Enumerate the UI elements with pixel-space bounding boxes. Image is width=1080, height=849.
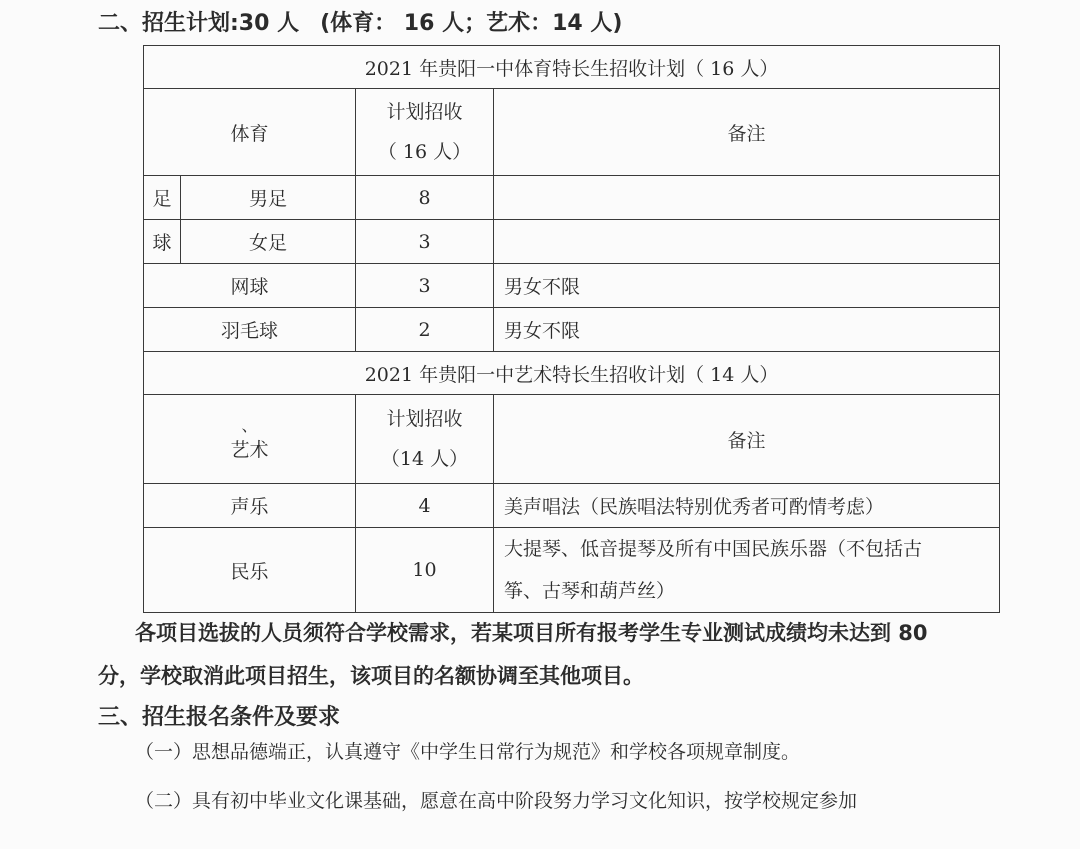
row-name: 男足 bbox=[181, 176, 356, 220]
table-row bbox=[144, 220, 1000, 264]
row-count: 8 bbox=[356, 176, 494, 220]
arts-title-row bbox=[144, 352, 1000, 395]
row-name: 网球 bbox=[144, 264, 356, 308]
row-name: 声乐 bbox=[144, 484, 356, 528]
enrollment-plan-table bbox=[143, 45, 1000, 613]
table-row bbox=[144, 308, 1000, 352]
row-count: 3 bbox=[356, 264, 494, 308]
sports-table-title: 2021 年贵阳一中体育特长生招收计划（ 16 人） bbox=[144, 46, 1000, 89]
section-3-heading: 三、招生报名条件及要求 bbox=[98, 705, 341, 730]
row-name: 女足 bbox=[181, 220, 356, 264]
section-2-label: 二、招生计划:30 人 bbox=[98, 11, 300, 36]
row-count: 2 bbox=[356, 308, 494, 352]
row-remark: 美声唱法（民族唱法特别优秀者可酌情考虑） bbox=[494, 484, 1000, 528]
arts-plan-header bbox=[356, 395, 494, 484]
plan-header-line1: 计划招收 bbox=[386, 408, 463, 430]
remark-line2: 筝、古琴和葫芦丝） bbox=[504, 580, 676, 602]
arts-table-title: 2021 年贵阳一中艺术特长生招收计划（ 14 人） bbox=[144, 352, 1000, 395]
table-row bbox=[144, 484, 1000, 528]
arts-category-label: 艺术 bbox=[230, 438, 269, 461]
arts-header-row bbox=[144, 395, 1000, 484]
row-remark bbox=[494, 528, 1000, 613]
arts-header-mark: 、 bbox=[241, 415, 258, 435]
plan-header-line1: 计划招收 bbox=[386, 101, 463, 123]
requirement-item-2: （二）具有初中毕业文化课基础，愿意在高中阶段努力学习文化知识，按学校规定参加 bbox=[135, 790, 858, 812]
note-line-2: 分，学校取消此项目招生，该项目的名额协调至其他项目。 bbox=[98, 664, 644, 688]
football-label-bottom: 球 bbox=[144, 220, 181, 264]
row-remark: 男女不限 bbox=[494, 264, 1000, 308]
row-count: 3 bbox=[356, 220, 494, 264]
sports-plan-header bbox=[356, 89, 494, 176]
sports-title-row bbox=[144, 46, 1000, 89]
table-row bbox=[144, 528, 1000, 613]
section-2-heading bbox=[98, 9, 622, 39]
row-name: 羽毛球 bbox=[144, 308, 356, 352]
sports-header-row bbox=[144, 89, 1000, 176]
arts-category-header bbox=[144, 395, 356, 484]
football-label-top: 足 bbox=[144, 176, 181, 220]
table-row bbox=[144, 176, 1000, 220]
remark-line1: 大提琴、低音提琴及所有中国民族乐器（不包括古 bbox=[504, 538, 923, 560]
row-remark bbox=[494, 176, 1000, 220]
plan-header-line2: （ 16 人） bbox=[377, 141, 472, 163]
table-row bbox=[144, 264, 1000, 308]
row-count: 4 bbox=[356, 484, 494, 528]
requirement-item-1: （一）思想品德端正，认真遵守《中学生日常行为规范》和学校各项规章制度。 bbox=[135, 741, 801, 763]
row-remark: 男女不限 bbox=[494, 308, 1000, 352]
sports-remark-header: 备注 bbox=[494, 89, 1000, 176]
row-name: 民乐 bbox=[144, 528, 356, 613]
sports-category-header: 体育 bbox=[144, 89, 356, 176]
arts-remark-header: 备注 bbox=[494, 395, 1000, 484]
section-2-detail: (体育： 16 人；艺术：14 人) bbox=[320, 11, 623, 36]
row-count: 10 bbox=[356, 528, 494, 613]
plan-header-line2: （14 人） bbox=[380, 448, 469, 470]
row-remark bbox=[494, 220, 1000, 264]
note-line-1: 各项目选拔的人员须符合学校需求，若某项目所有报考学生专业测试成绩均未达到 80 bbox=[135, 621, 928, 645]
